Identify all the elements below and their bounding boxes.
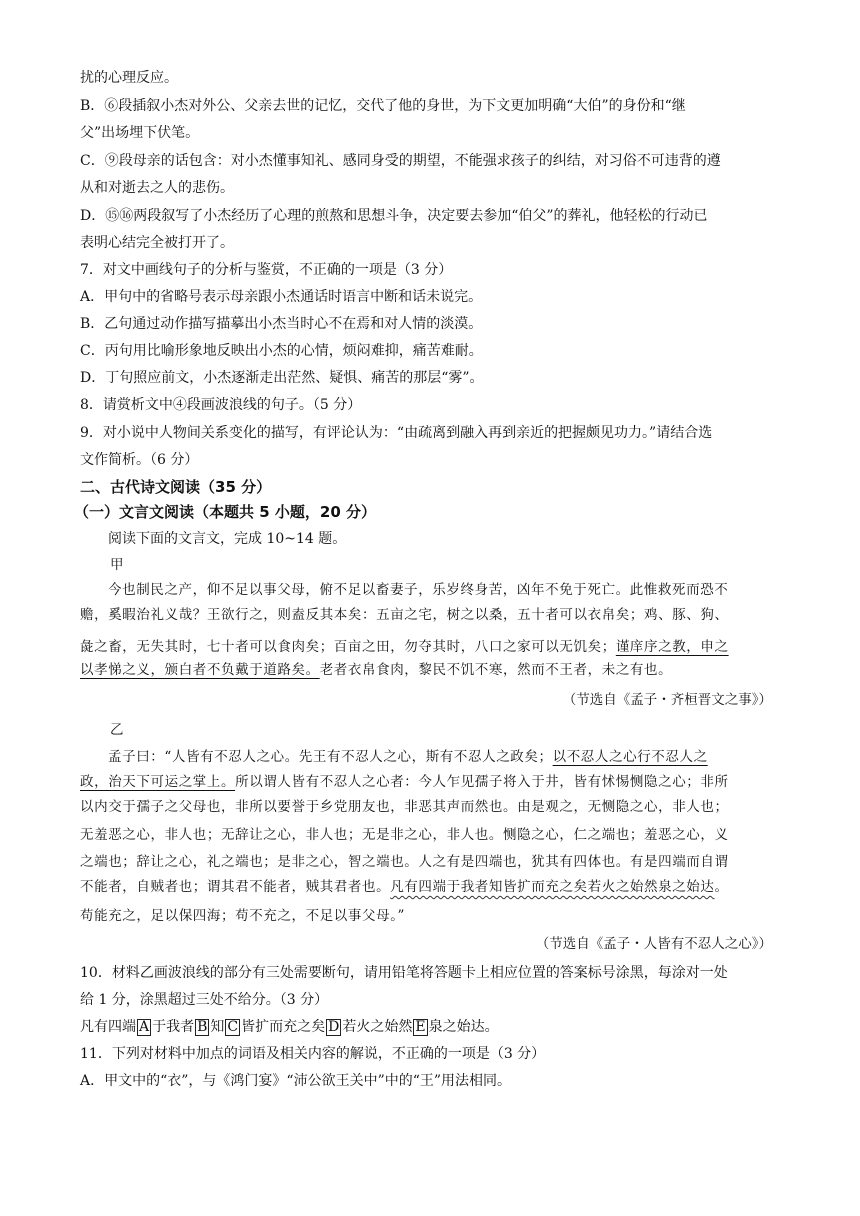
passage-line: 之端也；辞让之心，礼之端也；是非之心，智之端也。人之有是四端也，犹其有四体也。有是四端而自谓 [80,854,729,870]
reading-instruction: 阅读下面的文言文，完成 10~14 题。 [108,531,347,547]
passage-jia-label: 甲 [110,557,125,573]
question-9: 9．对小说中人物间关系变化的描写，有评论认为：“由疏离到融入再到亲近的把握颇见功力。”请结合选 [80,425,713,441]
text-line: 扰的心理反应。 [80,70,178,86]
underlined-sentence: 以孝悌之义，颁白者不负戴于道路矣。 [80,662,320,678]
sentence-break-options [80,1017,499,1037]
question-7: 7．对文中画线句子的分析与鉴赏，不正确的一项是（3 分） [80,262,453,278]
option-box-e[interactable]: E [415,1019,426,1035]
question-8: 8．请赏析文中④段画波浪线的句子。（5 分） [80,397,362,413]
option-box-d[interactable]: D [328,1019,340,1035]
underlined-sentence: 谨庠序之教，申之 [615,639,729,655]
text-line: 表明心结完全被打开了。 [80,235,234,251]
passage-line: 赡，奚暇治礼义哉？王欲行之，则盍反其本矣：五亩之宅，树之以桑，五十者可以衣帛矣；鸡、豚、狗、 [80,607,729,623]
wavy-underlined-sentence: 凡有四端于我者知皆扩而充之矣若火之始然泉之始达 [390,879,715,895]
underlined-sentence: 以不忍人之心行不忍人之 [552,749,708,765]
segment-text: 凡有四端 [80,1019,136,1035]
q7-option-d: D．丁句照应前文，小杰逐渐走出茫然、疑惧、痛苦的那层“雾”。 [80,370,484,386]
underlined-sentence: 政，治天下可运之掌上。 [80,774,236,790]
segment-text: 于我者 [152,1019,195,1035]
passage-line: 无羞恶之心，非人也；无辞让之心，非人也；无是非之心，非人也。恻隐之心，仁之端也；羞恶之心，义 [80,827,729,843]
passage-line [108,747,708,767]
source-citation: （节选自《孟子・齐桓晋文之事》） [562,692,772,708]
segment-text: 若火之始然 [342,1019,413,1035]
subsection-heading: （一）文言文阅读（本题共 5 小题，20 分） [74,503,376,521]
passage-yi-label: 乙 [110,722,125,738]
segment-text: 皆扩而充之矣 [241,1019,326,1035]
option-b-line: B．⑥段插叙小杰对外公、父亲去世的记忆，交代了他的身世，为下文更加明确“大伯”的身份和“继 [80,98,686,114]
segment-text: 知 [210,1019,225,1035]
passage-text: 所以谓人皆有不忍人之心者：今人乍见孺子将入于井，皆有怵惕恻隐之心；非所 [235,774,729,790]
question-10: 10．材料乙画波浪线的部分有三处需要断句，请用铅笔将答题卡上相应位置的答案标号涂黑，每涂对一处 [80,965,728,981]
q7-option-a: A．甲句中的省略号表示母亲跟小杰通话时语言中断和话未说完。 [80,289,483,305]
passage-line: 今也制民之产，仰不足以事父母，俯不足以畜妻子，乐岁终身苦，凶年不免于死亡。此惟救死而恐不 [108,582,729,598]
source-citation: （节选自《孟子・人皆有不忍人之心》） [535,936,772,952]
q7-option-c: C．丙句用比喻形象地反映出小杰的心情，烦闷难抑，痛苦难耐。 [80,343,483,359]
passage-text: 彘之畜，无失其时，七十者可以食肉矣；百亩之田，勿夺其时，八口之家可以无饥矣； [80,639,616,655]
option-box-b[interactable]: B [197,1019,208,1035]
passage-text: 孟子曰：“人皆有不忍人之心。先王有不忍人之心，斯有不忍人之政矣； [108,749,553,765]
passage-line [80,772,729,792]
option-d-line: D．⑮⑯两段叙写了小杰经历了心理的煎熬和思想斗争，决定要去参加“伯父”的葬礼，他轻松的行动已 [80,208,708,224]
option-c-line: C．⑨段母亲的话包含：对小杰懂事知礼、感同身受的期望，不能强求孩子的纠结，对习俗不可违背的遵 [80,153,721,169]
text-line: 文作简析。（6 分） [80,452,199,468]
passage-line: 以内交于孺子之父母也，非所以要誉于乡党朋友也，非恶其声而然也。由是观之，无恻隐之心，非人也； [80,799,729,815]
passage-line [80,637,729,657]
text-line: 父”出场埋下伏笔。 [80,125,200,141]
text-line: 给 1 分，涂黑超过三处不给分。（3 分） [80,992,329,1008]
question-11: 11．下列对材料中加点的词语及相关内容的解说，不正确的一项是（3 分） [80,1046,546,1062]
passage-line [80,877,729,897]
option-box-a[interactable]: A [139,1019,150,1035]
passage-line: 苟能充之，足以保四海；苟不充之，不足以事父母。” [80,908,406,924]
option-box-c[interactable]: C [227,1019,239,1035]
q7-option-b: B．乙句通过动作描写描摹出小杰当时心不在焉和对人情的淡漠。 [80,316,483,332]
passage-line [80,660,672,680]
passage-text: 老者衣帛食肉，黎民不饥不寒，然而不王者，未之有也。 [319,662,673,678]
q11-option-a: A．甲文中的“衣”，与《鸿门宴》“沛公欲王关中”中的“王”用法相同。 [80,1073,512,1089]
passage-text: 不能者，自贼者也；谓其君不能者，贼其君者也。 [80,879,391,895]
segment-text: 泉之始达。 [428,1019,499,1035]
section-heading: 二、古代诗文阅读（35 分） [80,478,272,496]
passage-text: 。 [714,879,729,895]
text-line: 从和对逝去之人的悲伤。 [80,180,234,196]
